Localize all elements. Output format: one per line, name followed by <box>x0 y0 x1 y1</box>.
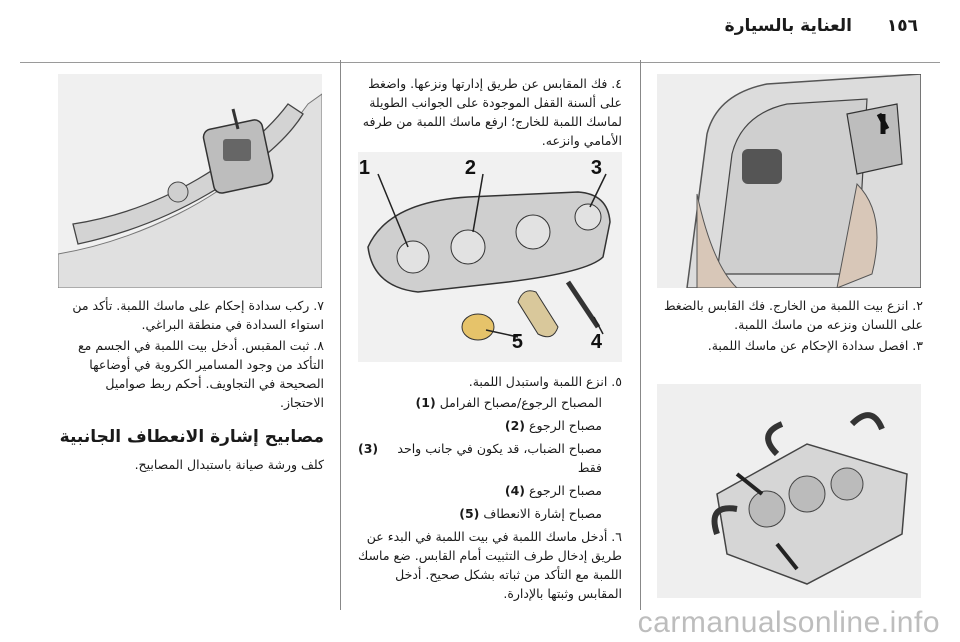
legend-text-1: المصباح الرجوع/مصباح الفرامل <box>439 395 602 410</box>
page-number: ١٥٦ <box>886 16 918 36</box>
legend-item-4 <box>358 481 622 500</box>
legend-num-1: (1) <box>415 395 436 410</box>
figure-label-3: 3 <box>590 157 602 179</box>
legend-text-4: مصباح الرجوع <box>529 483 602 498</box>
header-divider <box>20 62 940 63</box>
step-4: ٤. فك المقابس عن طريق إدارتها ونزعها. واضغط على ألسنة القفل الموجودة على الجوانب الطويلة لماسك اللمبة للخارج؛ ارفع ماسك اللمبة من طرفه الأمامي وانزعه. <box>362 76 622 148</box>
step-5: ٥. انزع اللمبة واستبدل اللمبة. <box>468 374 622 389</box>
right-column-text <box>657 296 923 357</box>
legend-item-3 <box>358 439 622 477</box>
step-6: ٦. أدخل ماسك اللمبة في بيت اللمبة في البدء عن طريق إدخال طرف التثبيت أمام القابس. ضع ماسك اللمبة مع التأكد من ثباته بشكل صحيح. أدخل المقابس وثبتها بالإدارة. <box>358 529 622 601</box>
legend-text-3: مصباح الضباب، قد يكون في جانب واحد فقط <box>397 441 602 475</box>
legend-num-3: (3) <box>358 441 379 456</box>
legend-item-5 <box>358 504 622 523</box>
legend-text-2: مصباح الرجوع <box>529 418 602 433</box>
section-title: العناية بالسيارة <box>724 16 852 36</box>
figure-lamp-holder-bulbs <box>358 152 622 362</box>
step-7: ٧. ركب سدادة إحكام على ماسك اللمبة. تأكد من استواء السدادة في منطقة البراغي. <box>72 298 324 332</box>
side-turn-signal-body: كلف ورشة صيانة باستبدال المصابيح. <box>134 457 324 472</box>
middle-column-intro <box>358 74 622 152</box>
legend-num-2: (2) <box>504 418 526 433</box>
legend-num-5: (5) <box>459 506 480 521</box>
side-turn-signal-heading: مصابيح إشارة الانعطاف الجانبية <box>59 427 324 447</box>
legend-item-1 <box>358 393 622 412</box>
legend-text-5: مصباح إشارة الانعطاف <box>483 506 602 521</box>
figure-label-2: 2 <box>464 157 476 179</box>
figure-rear-lamp-removal <box>657 74 921 288</box>
watermark: carmanualsonline.info <box>637 606 940 639</box>
left-column-text <box>58 296 324 476</box>
step-3: ٣. افصل سدادة الإحكام عن ماسك اللمبة. <box>707 338 923 353</box>
figure-label-5: 5 <box>511 331 523 353</box>
figure-lamp-housing-installed <box>58 74 322 288</box>
lamp-holder-bulbs-illustration <box>358 152 622 362</box>
step-8: ٨. ثبت المقبس. أدخل بيت اللمبة في الجسم مع التأكد من وجود المسامير الكروية في أوضاعها الصحيحة في التجاويف. أحكم ربط صواميل الاحتجاز. <box>78 338 324 410</box>
figure-label-1: 1 <box>358 157 370 179</box>
rear-lamp-removal-illustration <box>657 74 921 288</box>
middle-column-steps <box>358 372 622 605</box>
lamp-housing-installed-illustration <box>58 74 322 288</box>
figure-lamp-holder-rear <box>657 384 921 598</box>
figure-label-4: 4 <box>590 331 602 353</box>
step-2: ٢. انزع بيت اللمبة من الخارج. فك القابس بالضغط على اللسان ونزعه من ماسك اللمبة. <box>663 298 923 332</box>
column-divider-left <box>340 60 341 610</box>
lamp-holder-rear-illustration <box>657 384 921 598</box>
column-divider-right <box>640 60 641 610</box>
legend-num-4: (4) <box>504 483 526 498</box>
legend-item-2 <box>358 416 622 435</box>
page-header <box>0 12 960 52</box>
